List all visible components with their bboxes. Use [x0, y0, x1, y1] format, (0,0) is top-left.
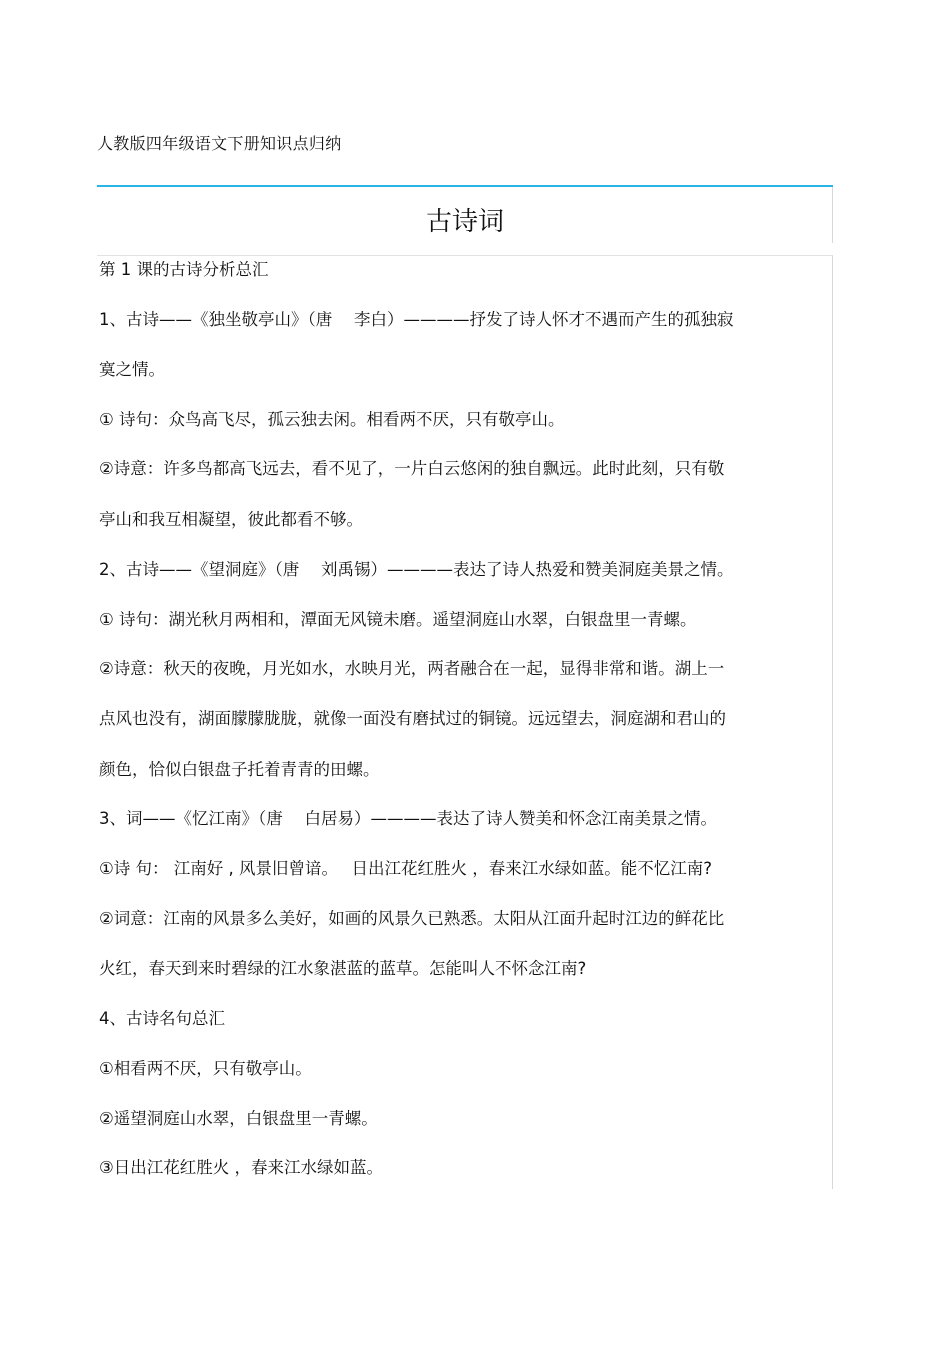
- poem-3-meaning-cont: 火红，春天到来时碧绿的江水象湛蓝的蓝草。怎能叫人不怀念江南?: [99, 959, 587, 978]
- famous-line-2: ②遥望洞庭山水翠，白银盘里一青螺。: [99, 1109, 378, 1128]
- poem-2-summary: 2、古诗——《望洞庭》（唐 刘禹锡）————表达了诗人热爱和赞美洞庭美景之情。: [99, 560, 734, 579]
- poem-3-meaning: ②词意：江南的风景多么美好，如画的风景久已熟悉。太阳从江面升起时江边的鲜花比: [99, 909, 725, 928]
- header-divider: [97, 185, 833, 187]
- famous-line-3: ③日出江花红胜火 ，春来江水绿如蓝。: [99, 1158, 384, 1177]
- poem-1-meaning: ②诗意：许多鸟都高飞远去，看不见了，一片白云悠闲的独自飘远。此时此刻，只有敬: [99, 459, 725, 478]
- poem-2-verse: ① 诗句：湖光秋月两相和，潭面无风镜未磨。遥望洞庭山水翠，白银盘里一青螺。: [99, 610, 697, 629]
- poem-2-meaning-cont: 点风也没有，湖面朦朦胧胧，就像一面没有磨拭过的铜镜。远远望去，洞庭湖和君山的: [99, 709, 726, 728]
- poem-2-meaning-end: 颜色，恰似白银盘子托着青青的田螺。: [99, 760, 380, 779]
- lesson-heading: 第 1 课的古诗分析总汇: [99, 260, 269, 279]
- famous-lines-heading: 4、古诗名句总汇: [99, 1009, 225, 1028]
- poem-1-meaning-cont: 亭山和我互相凝望，彼此都看不够。: [99, 510, 363, 529]
- document-header: 人教版四年级语文下册知识点归纳: [97, 134, 342, 153]
- poem-1-summary-cont: 寞之情。: [99, 360, 165, 379]
- famous-line-1: ①相看两不厌，只有敬亭山。: [99, 1059, 312, 1078]
- poem-2-meaning: ②诗意：秋天的夜晚，月光如水，水映月光，两者融合在一起，显得非常和谐。湖上一: [99, 659, 725, 678]
- section-title: 古诗词: [425, 207, 504, 237]
- poem-1-verse: ① 诗句：众鸟高飞尽，孤云独去闲。相看两不厌，只有敬亭山。: [99, 410, 565, 429]
- poem-3-summary: 3、词——《忆江南》（唐 白居易）————表达了诗人赞美和怀念江南美景之情。: [99, 809, 717, 828]
- poem-1-summary: 1、古诗——《独坐敬亭山》（唐 李白）————抒发了诗人怀才不遇而产生的孤独寂: [99, 310, 734, 329]
- poem-3-verse: ①诗 句： 江南好 , 风景旧曾谙。 日出江花红胜火 ，春来江水绿如蓝。能不忆江南?: [99, 859, 713, 878]
